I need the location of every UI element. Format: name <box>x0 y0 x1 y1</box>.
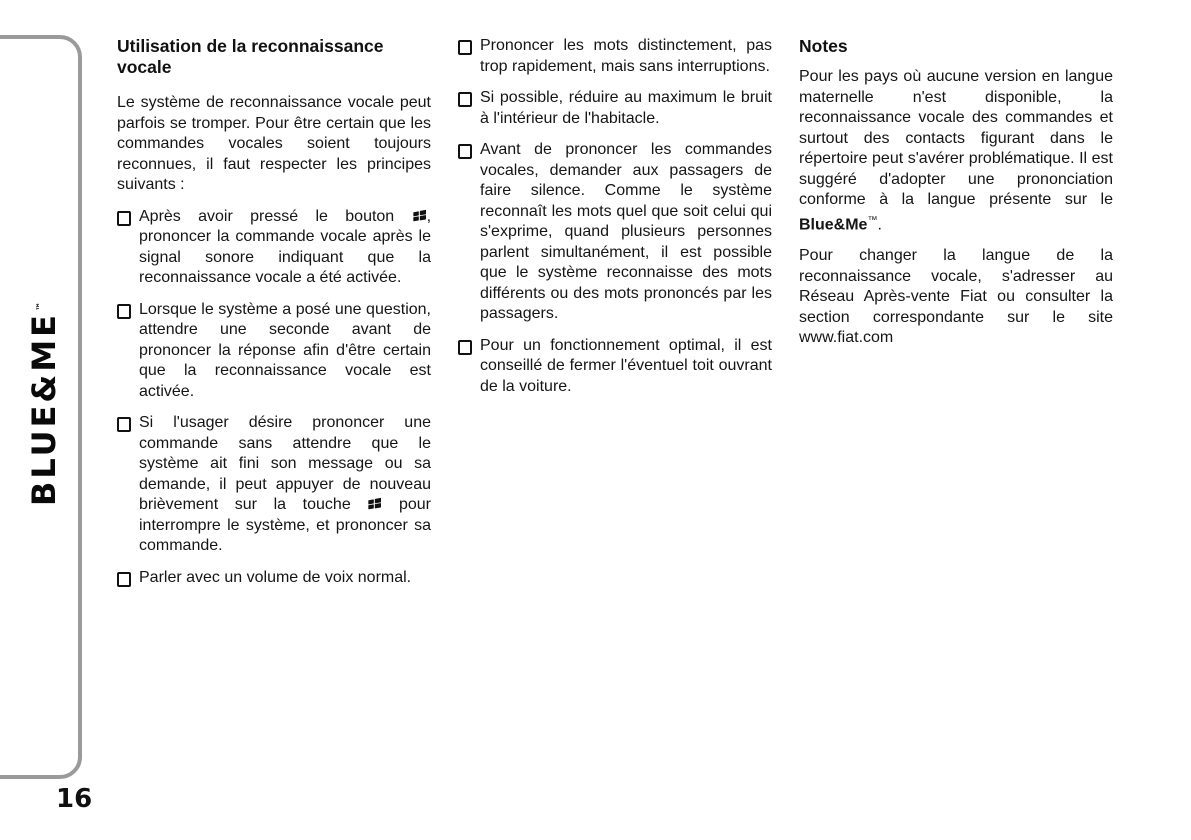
square-bullet-icon <box>458 40 472 55</box>
notes-text: . <box>877 215 882 233</box>
column-3-notes <box>799 36 1113 599</box>
notes-paragraph-1 <box>799 67 1113 235</box>
square-bullet-icon <box>117 304 131 319</box>
bullet-text: Pour un fonctionnement optimal, il est conseillé de fermer l'éventuel toit ouvrant de la voiture. <box>480 336 772 395</box>
blueme-logo <box>25 302 63 506</box>
list-item <box>458 88 772 129</box>
list-item <box>458 36 772 77</box>
bullet-text: pour interrompre le système, et prononcer sa commande. <box>139 496 431 554</box>
notes-paragraph-2: Pour changer la langue de la reconnaissance vocale, s'adresser au Réseau Après-vente Fiat ou consulter la section correspondante sur le site www.fiat.com <box>799 247 1113 347</box>
list-item <box>117 300 431 403</box>
list-item <box>458 140 772 325</box>
list-item <box>458 336 772 398</box>
content-columns <box>117 36 1113 599</box>
bullet-text: Prononcer les mots distinctement, pas trop rapidement, mais sans interruptions. <box>480 37 772 75</box>
intro-paragraph: Le système de reconnaissance vocale peut parfois se tromper. Pour être certain que les commandes vocales soient toujours reconnues, il faut respecter les principes suivants : <box>117 94 431 193</box>
square-bullet-icon <box>458 92 472 107</box>
windows-logo-icon <box>412 209 427 222</box>
square-bullet-icon <box>117 572 131 587</box>
column-2 <box>458 36 772 599</box>
bullet-text: Après avoir pressé le bouton <box>139 207 395 225</box>
page-number: 16 <box>56 784 93 814</box>
bullet-text: Parler avec un volume de voix normal. <box>139 568 412 586</box>
list-item <box>117 413 431 557</box>
square-bullet-icon <box>458 340 472 355</box>
square-bullet-icon <box>458 144 472 159</box>
section-title: Utilisation de la reconnaissance vocale <box>117 36 384 77</box>
trademark-symbol: ™ <box>867 214 878 226</box>
trademark-symbol: ™ <box>36 301 47 311</box>
bullet-text: , prononcer la commande vocale après le signal sonore indiquant que la reconnaissance vocale a été activée. <box>139 207 432 286</box>
bullet-text: Si possible, réduire au maximum le bruit à l'intérieur de l'habitacle. <box>480 89 772 127</box>
notes-heading: Notes <box>799 36 848 56</box>
square-bullet-icon <box>117 211 131 226</box>
column-1 <box>117 36 431 599</box>
square-bullet-icon <box>117 417 131 432</box>
list-item <box>117 568 431 589</box>
bullet-text: Avant de prononcer les commandes vocales, demander aux passagers de faire silence. Comme le système reconnaît les mots quel que soit celui qui s'exprime, quand plusieurs personnes parlent simultanément, il est possible que le système reconnaisse des mots différents ou des mots prononcés par les passagers. <box>480 141 772 322</box>
list-item <box>117 207 431 289</box>
notes-text: Pour les pays où aucune version en langue maternelle n'est disponible, la reconnaissance vocale des commandes et surtout des contacts figurant dans le répertoire peut s'avérer problématique. Il est suggéré d'adopter une prononciation conforme à la langue présente sur le <box>799 68 1113 208</box>
windows-logo-icon <box>367 497 382 510</box>
blueme-logo-text: BLUE&ME <box>25 311 63 507</box>
bullet-text: Si l'usager désire prononcer une commande sans attendre que le système ait fini son message ou sa demande, il peut appuyer de nouveau brièvement sur la touche <box>139 414 431 513</box>
bullet-text: Lorsque le système a posé une question, attendre une seconde avant de prononcer la réponse afin d'être certain que la reconnaissance vocale est activée. <box>139 300 431 400</box>
blueme-brand-text: Blue&Me <box>799 215 868 233</box>
